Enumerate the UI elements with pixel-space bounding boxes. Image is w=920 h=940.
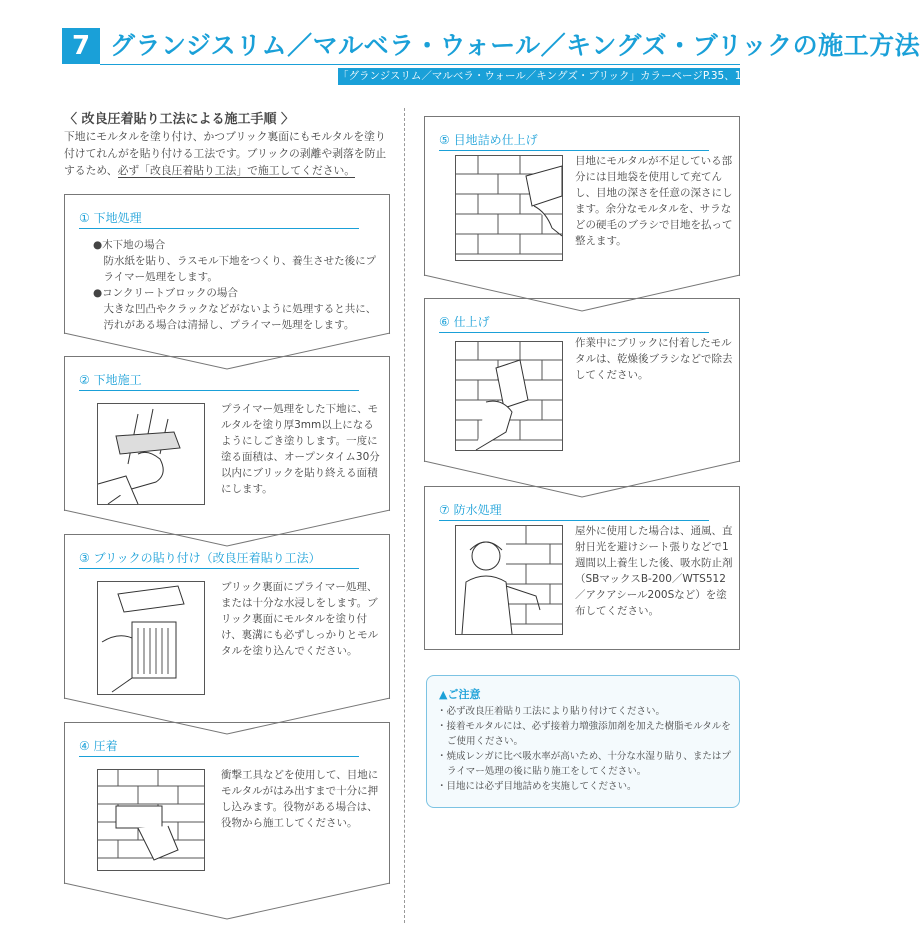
step-rule [79, 568, 359, 569]
step-6-panel [424, 298, 740, 462]
caution-box [426, 675, 740, 808]
step-7-text: 屋外に使用した場合は、通風、直射日光を避けシート張りなどで1週間以上養生した後、吸水防止剤（SBマックスB-200／WTS512／アクアシール200Sなど）を塗布してください。 [575, 525, 733, 617]
step-2-illustration [97, 403, 205, 505]
impact-tool-image [98, 770, 204, 870]
page-title: グランジスリム／マルベラ・ウォール／キングズ・ブリックの施工方法 [110, 31, 920, 60]
procedure-heading: 〈 改良圧着貼り工法による施工手順 〉 [64, 112, 295, 127]
step-5-illustration [455, 155, 563, 261]
step-4-title: ④ 圧着 [79, 739, 118, 753]
brick-mortar-hand-image [98, 582, 204, 694]
step-6-illustration [455, 341, 563, 451]
step-1-text [93, 237, 383, 333]
caution-item: ・目地には必ず目地詰めを実施してください。 [437, 781, 637, 792]
step-2-panel [64, 356, 390, 511]
step-1-line: 汚れがある場合は清掃し、プライマー処理をします。 [93, 319, 355, 331]
step-1-line: ●木下地の場合 [93, 239, 166, 251]
brush-finishing-image [456, 342, 562, 450]
trowel-hand-image [98, 404, 204, 504]
caution-title-label: ご注意 [447, 688, 481, 701]
step-6-title: ⑥ 仕上げ [439, 315, 490, 329]
warning-icon: ▲ [439, 688, 448, 701]
step-4-panel [64, 722, 390, 884]
step-7-panel [424, 486, 740, 650]
step-rule [79, 228, 359, 229]
step-1-panel [64, 194, 390, 334]
step-3-panel [64, 534, 390, 699]
intro-text: 下地にモルタルを塗り付け、かつブリック裏面にもモルタルを塗り付けてれんがを貼り付ける工法です。ブリックの剥離や剥落を防止するため、 [64, 130, 387, 177]
caution-list [437, 704, 733, 794]
caution-title [439, 686, 480, 702]
section-number-badge: 7 [62, 28, 100, 64]
step-2-text: プライマー処理をした下地に、モルタルを塗り厚3mm以上になるようにしごき塗りします。一度に塗る面積は、オープンタイム30分以内にブリックを貼り終える面積にします。 [221, 403, 380, 495]
column-divider [404, 108, 405, 923]
color-page-reference: 「グランジスリム／マルベラ・ウォール／キングズ・ブリック」カラーページP.35、102-103 [338, 68, 740, 85]
step-3-text: ブリック裏面にプライマー処理、または十分な水浸しをします。ブリック裏面にモルタルを塗り付け、裏溝にも必ずしっかりとモルタルを塗り込んでください。 [221, 581, 379, 657]
step-rule [79, 756, 359, 757]
step-5-text: 目地にモルタルが不足している部分には目地袋を使用して充てんし、目地の深さを任意の深さにします。余分なモルタルを、サラなどの硬毛のブラシで目地を払って整えます。 [575, 155, 733, 247]
caution-item: ・焼成レンガに比べ吸水率が高いため、十分な水湿り貼り、またはプライマー処理の後に貼り施工をしてください。 [437, 751, 731, 777]
step-5-title: ⑤ 目地詰め仕上げ [439, 133, 538, 147]
step-rule [439, 520, 709, 521]
intro-paragraph [64, 128, 390, 179]
step-1-line: ●コンクリートブロックの場合 [93, 287, 238, 299]
step-3-title: ③ ブリックの貼り付け（改良圧着貼り工法） [79, 551, 321, 565]
step-4-text: 衝撃工具などを使用して、目地にモルタルがはみ出すまで十分に押し込みます。役物がある場合は、役物から施工してください。 [221, 769, 379, 829]
step-7-title: ⑦ 防水処理 [439, 503, 502, 517]
step-4-illustration [97, 769, 205, 871]
step-5-panel [424, 116, 740, 276]
step-7-illustration [455, 525, 563, 635]
step-rule [439, 332, 709, 333]
joint-filling-image [456, 156, 562, 260]
step-6-text: 作業中にブリックに付着したモルタルは、乾燥後ブラシなどで除去してください。 [575, 337, 733, 381]
step-2-title: ② 下地施工 [79, 373, 142, 387]
step-1-line: ライマー処理をします。 [93, 271, 218, 283]
step-1-title: ① 下地処理 [79, 211, 142, 225]
caution-item: ・必ず改良圧着貼り工法により貼り付けてください。 [437, 706, 666, 717]
step-1-line: 防水紙を貼り、ラスモル下地をつくり、養生させた後にプ [93, 255, 377, 267]
intro-underlined-text: 必ず「改良圧着貼り工法」で施工してください。 [117, 164, 356, 177]
caution-item: ・接着モルタルには、必ず接着力増強添加剤を加えた樹脂モルタルをご使用ください。 [437, 721, 731, 747]
step-rule [79, 390, 359, 391]
step-1-line: 大きな凹凸やクラックなどがないように処理すると共に、 [93, 303, 377, 315]
title-rule [100, 64, 740, 65]
waterproofing-worker-image [456, 526, 562, 634]
step-rule [439, 150, 709, 151]
step-arrow [64, 883, 390, 920]
step-3-illustration [97, 581, 205, 695]
